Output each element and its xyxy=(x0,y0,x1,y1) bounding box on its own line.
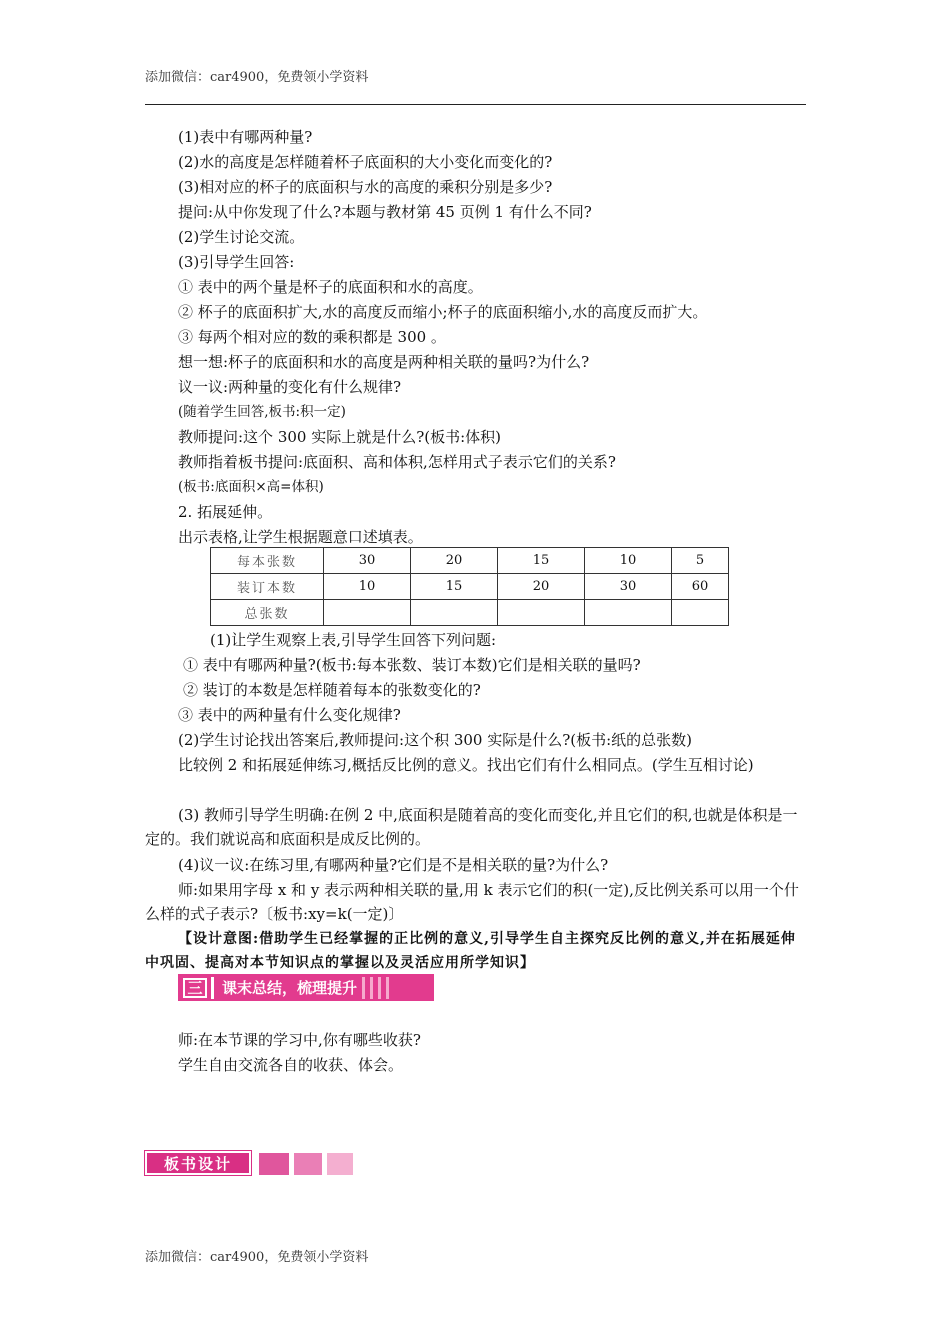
question-3: (3)相对应的杯子的底面积与水的高度的乘积分别是多少? xyxy=(178,178,553,196)
extension-heading: 2. 拓展延伸。 xyxy=(178,503,273,521)
summary-question: 师:在本节课的学习中,你有哪些收获? xyxy=(178,1031,421,1049)
compare-paragraph: 比较例 2 和拓展延伸练习,概括反比例的意义。找出它们有什么相同点。(学生互相讨论) xyxy=(178,756,754,774)
banner-divider xyxy=(211,977,214,999)
decor-square xyxy=(327,1153,353,1175)
table-cell: 15 xyxy=(498,548,585,574)
discuss-rule-line: 议一议:两种量的变化有什么规律? xyxy=(178,378,402,396)
table-row xyxy=(211,600,729,626)
answer-3: ③ 每两个相对应的数的乘积都是 300 。 xyxy=(178,328,446,346)
table-cell: 20 xyxy=(411,548,498,574)
question-1: (1)表中有哪两种量? xyxy=(178,128,313,146)
banner-stripe xyxy=(370,977,373,999)
page-header: 添加微信：car4900，免费领小学资料 xyxy=(145,70,369,85)
table-cell xyxy=(324,600,411,626)
formula-paragraph: 师:如果用字母 x 和 y 表示两种相关联的量,用 k 表示它们的积(一定),反比例关系可以用一个什么样的式子表示?〔板书:xy=k(一定)〕 xyxy=(145,881,799,923)
section-banner xyxy=(178,974,434,1001)
banner-stripe xyxy=(378,977,381,999)
decor-square xyxy=(259,1153,289,1175)
think-line: 想一想:杯子的底面积和水的高度是两种相关联的量吗?为什么? xyxy=(178,353,590,371)
header-divider xyxy=(145,104,806,105)
table-cell: 10 xyxy=(324,574,411,600)
board-note-1: (随着学生回答,板书:积一定) xyxy=(178,404,346,420)
board-design-label: 板书设计 xyxy=(145,1151,251,1175)
table-cell xyxy=(411,600,498,626)
observe-q2: ② 装订的本数是怎样随着每本的张数变化的? xyxy=(183,681,481,699)
discuss-answer-line: (2)学生讨论找出答案后,教师提问:这个积 300 实际是什么?(板书:纸的总张数) xyxy=(178,731,693,749)
design-intent: 【设计意图:借助学生已经掌握的正比例的意义,引导学生自主探究反比例的意义,并在拓展延伸中巩固、提高对本节知识点的掌握以及灵活应用所学知识】 xyxy=(145,931,796,971)
row-label: 装订本数 xyxy=(211,574,324,600)
table-cell: 30 xyxy=(585,574,672,600)
page-footer: 添加微信：car4900，免费领小学资料 xyxy=(145,1250,369,1265)
table-cell xyxy=(672,600,729,626)
section-title: 课末总结，梳理提升 xyxy=(222,979,358,997)
observe-q1: ① 表中有哪两种量?(板书:每本张数、装订本数)它们是相关联的量吗? xyxy=(183,656,641,674)
prompt-line: 提问:从中你发现了什么?本题与教材第 45 页例 1 有什么不同? xyxy=(178,203,592,221)
table-cell xyxy=(585,600,672,626)
teacher-question-1: 教师提问:这个 300 实际上就是什么?(板书:体积) xyxy=(178,428,502,446)
banner-stripe xyxy=(362,977,365,999)
decor-square xyxy=(294,1153,322,1175)
table-row xyxy=(211,548,729,574)
summary-answer: 学生自由交流各自的收获、体会。 xyxy=(178,1056,404,1074)
teacher-question-2: 教师指着板书提问:底面积、高和体积,怎样用式子表示它们的关系? xyxy=(178,453,616,471)
practice-question: (4)议一议:在练习里,有哪两种量?它们是不是相关联的量?为什么? xyxy=(178,856,609,874)
table-cell: 60 xyxy=(672,574,729,600)
answer-2: ② 杯子的底面积扩大,水的高度反而缩小;杯子的底面积缩小,水的高度反而扩大。 xyxy=(178,303,708,321)
explain-paragraph: (3) 教师引导学生明确:在例 2 中,底面积是随着高的变化而变化,并且它们的积,也就是体积是一定的。我们就说高和底面积是成反比例的。 xyxy=(145,806,798,848)
row-label: 每本张数 xyxy=(211,548,324,574)
question-2: (2)水的高度是怎样随着杯子底面积的大小变化而变化的? xyxy=(178,153,553,171)
data-table xyxy=(210,547,729,626)
table-cell: 30 xyxy=(324,548,411,574)
extension-intro: 出示表格,让学生根据题意口述填表。 xyxy=(178,528,423,546)
board-note-2: (板书:底面积×高=体积) xyxy=(178,479,324,495)
table-cell xyxy=(498,600,585,626)
observe-line: (1)让学生观察上表,引导学生回答下列问题: xyxy=(210,631,497,649)
guide-line: (3)引导学生回答: xyxy=(178,253,295,271)
table-cell: 10 xyxy=(585,548,672,574)
row-label: 总张数 xyxy=(211,600,324,626)
section-number: 三 xyxy=(183,978,207,998)
banner-stripe xyxy=(386,977,389,999)
table-cell: 15 xyxy=(411,574,498,600)
table-cell: 20 xyxy=(498,574,585,600)
answer-1: ① 表中的两个量是杯子的底面积和水的高度。 xyxy=(178,278,483,296)
table-cell: 5 xyxy=(672,548,729,574)
table-row xyxy=(211,574,729,600)
observe-q3: ③ 表中的两种量有什么变化规律? xyxy=(178,706,401,724)
discuss-line: (2)学生讨论交流。 xyxy=(178,228,305,246)
